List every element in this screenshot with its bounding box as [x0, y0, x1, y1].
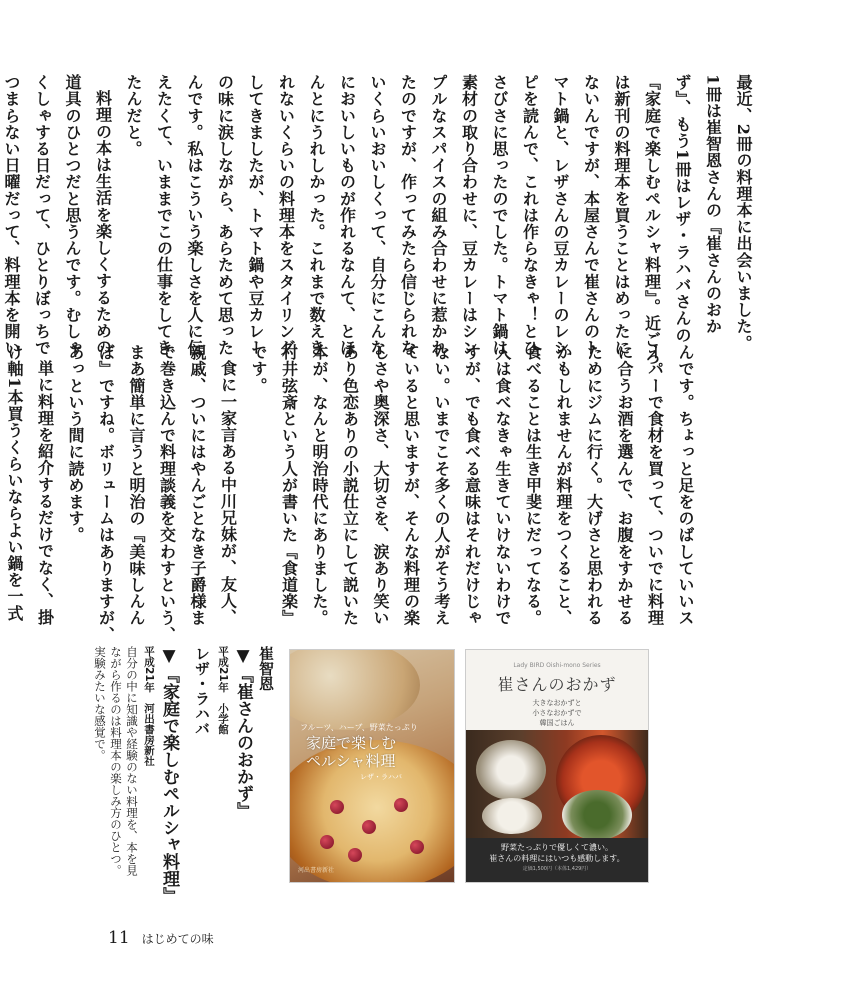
text-line: 親戚、ついにはやんごとなき子爵様ま [188, 344, 207, 627]
article-body-lower [0, 344, 700, 643]
cover-tagline-line: 小さなおかずで [532, 709, 582, 717]
text-line: の味に涙しながら、あらためて思った [215, 74, 235, 357]
text-line: 道具のひとつだと思うんです。むしゃ [63, 74, 82, 357]
text-line: マト鍋と、レザさんの豆カレーのレシ [551, 74, 570, 357]
text-line: たのですが、作ってみたら信じられな [398, 74, 418, 357]
text-line: ーパーで食材を買って、ついでに料理 [645, 344, 665, 627]
text-line: えたくて、いままでこの仕事をしてき [154, 74, 174, 357]
text-line: で巻き込んで料理談義を交わすという、 [157, 344, 177, 643]
text-line: プルなスパイスの組み合わせに惹かれ [429, 74, 448, 357]
cover-tagline-line: 韓国ごはん [539, 719, 575, 727]
cover-author: レザ・ラハバ [360, 773, 402, 781]
text-line: たんだと。 [124, 74, 143, 157]
text-line: つまらない日曜だって、料理本を開い [2, 74, 21, 357]
caption-publisher-2: 平成21年 河出書房新社 [143, 646, 155, 766]
text-line: んです。ちょっと足をのばしていいス [676, 344, 695, 627]
flatbread-image [290, 650, 420, 730]
text-line: 村井弦斎という人が書いた『食道楽』 [279, 344, 299, 627]
text-line: くしゃする日だって、ひとりぼっちで [32, 74, 52, 357]
cover-title-line: 家庭で楽しむ [306, 734, 397, 752]
text-line: 料理の本は生活を楽しくするための [93, 90, 113, 356]
cover-blurb [466, 842, 648, 864]
text-line: すが、でも食べる意味はそれだけじゃ [462, 344, 482, 627]
berry-decoration [348, 848, 362, 862]
caption-author-1: 崔智恩 [257, 646, 275, 691]
text-line: してきましたが、トマト鍋や豆カレー [246, 74, 265, 357]
caption-note-line: ながら作るのは料理本の楽しみ方のひとつ。 [109, 646, 123, 876]
text-line: んとにうれしかった。これまで数えき [307, 74, 326, 357]
page-footer [108, 928, 214, 948]
text-line: は新刊の料理本を買うことはめったに [612, 74, 631, 357]
text-line: いくらいおいしくって、自分にこんな [368, 74, 387, 357]
book-cover-choi-okazu [466, 650, 648, 882]
text-line: 食に一家言ある中川兄妹が、友人、 [218, 360, 238, 626]
text-line: まあ簡単に言うと明治の『美味しんん [127, 344, 146, 627]
text-line: あり色恋ありの小説仕立にして説いた [340, 344, 360, 627]
cover-blurb-line: 崔さんの料理にはいつも感動します。 [489, 854, 625, 863]
text-line: さびさに思ったのでした。トマト鍋は [490, 74, 509, 357]
side-dish-bowl [476, 740, 546, 800]
cover-tagline-line: 大きなおかずと [532, 699, 582, 707]
cover-title-line: ペルシャ料理 [306, 752, 396, 770]
text-line: かもしれませんが料理をつくること、 [554, 344, 573, 627]
text-line: ぼ』ですね。ボリュームはありますが、 [96, 344, 116, 643]
article-body-upper [0, 74, 758, 365]
text-line: 単に料理を紹介するだけでなく、掛 [35, 360, 55, 626]
text-line: ためにジムに行く。大げさと思われる [584, 344, 604, 627]
berry-decoration [394, 798, 408, 812]
berry-decoration [330, 800, 344, 814]
section-title: はじめての味 [141, 932, 214, 946]
berry-decoration [320, 835, 334, 849]
text-line: 食べることは生き甲斐にだってなる。 [523, 344, 543, 627]
greens-bowl [562, 790, 632, 840]
cover-title: 崔さんのおかず [497, 675, 617, 694]
food-photo [466, 730, 648, 838]
text-line: ていると思いますが、そんな料理の楽 [401, 344, 421, 627]
cover-publisher: 河出書房新社 [298, 867, 335, 874]
cover-series: Lady BIRD Oishi-mono Series [513, 662, 601, 669]
text-line: においしいものが作れるなんて、とほ [337, 74, 357, 357]
cover-price: 定価1,500円（本体1,429円） [522, 866, 592, 872]
caption-title-2: ▼『家庭で楽しむペルシャ料理』 [159, 646, 179, 904]
text-line: に合うお酒を選んで、お腹をすかせる [615, 344, 634, 627]
caption-note-line: 実験みたいな感覚で。 [93, 646, 107, 761]
caption-title-1: ▼『崔さんのおかず』 [233, 646, 253, 819]
text-line: 本が、なんと明治時代にありました。 [310, 344, 329, 627]
caption-publisher-1: 平成21年 小学館 [217, 646, 229, 735]
caption-note-line: 自分の中に知識や経験のない料理を、本を見 [125, 646, 139, 876]
cover-tagline [466, 698, 648, 728]
text-line: け軸1本買うくらいならよい鍋を一式 [5, 344, 24, 622]
text-line: 最近、2冊の料理本に出会いました。 [734, 74, 753, 352]
berry-decoration [362, 820, 376, 834]
text-line: ず』、もう1冊はレザ・ラハバさんの [673, 74, 692, 344]
text-line: 1冊は崔智恩さんの『崔さんのおか [703, 74, 723, 335]
text-line: 素材の取り合わせに、豆カレーはシン [459, 74, 479, 357]
text-line: ないんですが、本屋さんで崔さんのト [581, 74, 601, 357]
cover-blurb-line: 野菜たっぷりで優しくて濃い。 [501, 843, 613, 852]
book-captions [92, 646, 278, 904]
caption-author-2: レザ・ラハバ [193, 646, 211, 736]
berry-decoration [410, 840, 424, 854]
book-cover-persian-cooking [290, 650, 454, 882]
text-line: ピを読んで、これは作らなきゃ！とひ [520, 74, 540, 357]
text-line: です。 [249, 344, 268, 394]
text-line: んです。私はこういう楽しさを人に伝 [185, 74, 204, 357]
text-line: 人は食べなきゃ生きていけないわけで [493, 344, 512, 627]
text-line: 『家庭で楽しむペルシャ料理』。近ごろ [642, 74, 662, 365]
text-line: しさや奥深さ、大切さを、涙あり笑い [371, 344, 390, 627]
text-line: れないくらいの料理本をスタイリング [276, 74, 296, 357]
text-line: あっという間に読めます。 [66, 344, 85, 544]
cover-title [306, 734, 396, 770]
cover-subtitle: フルーツ、ハーブ、野菜たっぷり [300, 723, 418, 732]
soup-bowl [482, 798, 542, 834]
page-number: 11 [108, 928, 130, 948]
text-line: ない。いまでこそ多くの人がそう考え [432, 344, 451, 627]
